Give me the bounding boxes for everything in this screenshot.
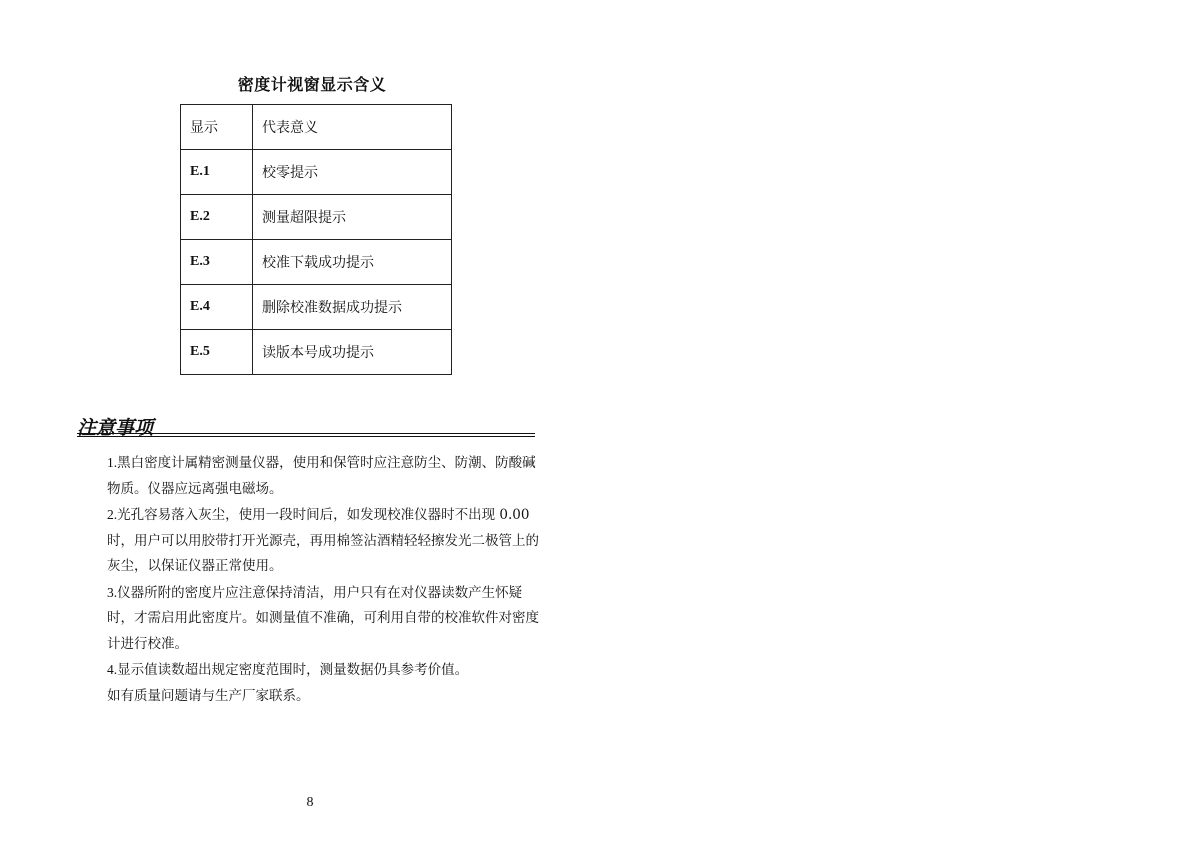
table-row bbox=[181, 330, 452, 375]
note-text: 显示值读数超出规定密度范围时，测量数据仍具参考价值。 bbox=[117, 662, 469, 678]
note-number: 3. bbox=[107, 584, 118, 600]
table-title: 密度计视窗显示含义 bbox=[237, 75, 387, 94]
note-text: 光孔容易落入灰尘，使用一段时间后，如发现校准仪器时不出现 0.00 时，用户可以用胶带打开光源壳，再用棉签沾酒精轻轻擦发光二极管上的灰尘，以保证仪器正常使用。 bbox=[107, 507, 539, 574]
table-row bbox=[181, 150, 452, 195]
note-item bbox=[107, 657, 539, 684]
note-number: 4. bbox=[107, 662, 118, 677]
desc-cell: 校准下载成功提示 bbox=[253, 240, 452, 285]
table-row bbox=[181, 285, 452, 330]
code-cell: E.2 bbox=[181, 195, 253, 240]
desc-cell: 删除校准数据成功提示 bbox=[253, 285, 452, 330]
code-cell: E.4 bbox=[181, 285, 253, 330]
table-row bbox=[181, 195, 452, 240]
notes-list bbox=[107, 450, 539, 709]
desc-cell: 读版本号成功提示 bbox=[253, 330, 452, 375]
note-item bbox=[107, 502, 539, 580]
note-item bbox=[107, 450, 539, 502]
display-meaning-table bbox=[180, 104, 452, 375]
table-row bbox=[181, 240, 452, 285]
heading-divider bbox=[77, 433, 535, 437]
header-code-cell: 显示 bbox=[181, 105, 253, 150]
notes-footer: 如有质量问题请与生产厂家联系。 bbox=[107, 687, 310, 704]
code-cell: E.3 bbox=[181, 240, 253, 285]
page-number: 8 bbox=[306, 795, 314, 810]
note-item bbox=[107, 580, 539, 658]
code-cell: E.1 bbox=[181, 150, 253, 195]
desc-cell: 测量超限提示 bbox=[253, 195, 452, 240]
note-number: 2. bbox=[107, 507, 118, 522]
notes-heading: 注意事项 bbox=[77, 417, 154, 439]
note-number: 1. bbox=[107, 455, 118, 470]
code-cell: E.5 bbox=[181, 330, 253, 375]
note-text: 仪器所附的密度片应注意保持清洁，用户只有在对仪器读数产生怀疑时，才需启用此密度片。如测量值不准确，可利用自带的校准软件对密度计进行校准。 bbox=[107, 584, 539, 652]
note-text: 黑白密度计属精密测量仪器，使用和保管时应注意防尘、防潮、防酸碱物质。仪器应远离强电磁场。 bbox=[107, 455, 536, 497]
desc-cell: 校零提示 bbox=[253, 150, 452, 195]
table-header-row bbox=[181, 105, 452, 150]
header-desc-cell: 代表意义 bbox=[253, 105, 452, 150]
